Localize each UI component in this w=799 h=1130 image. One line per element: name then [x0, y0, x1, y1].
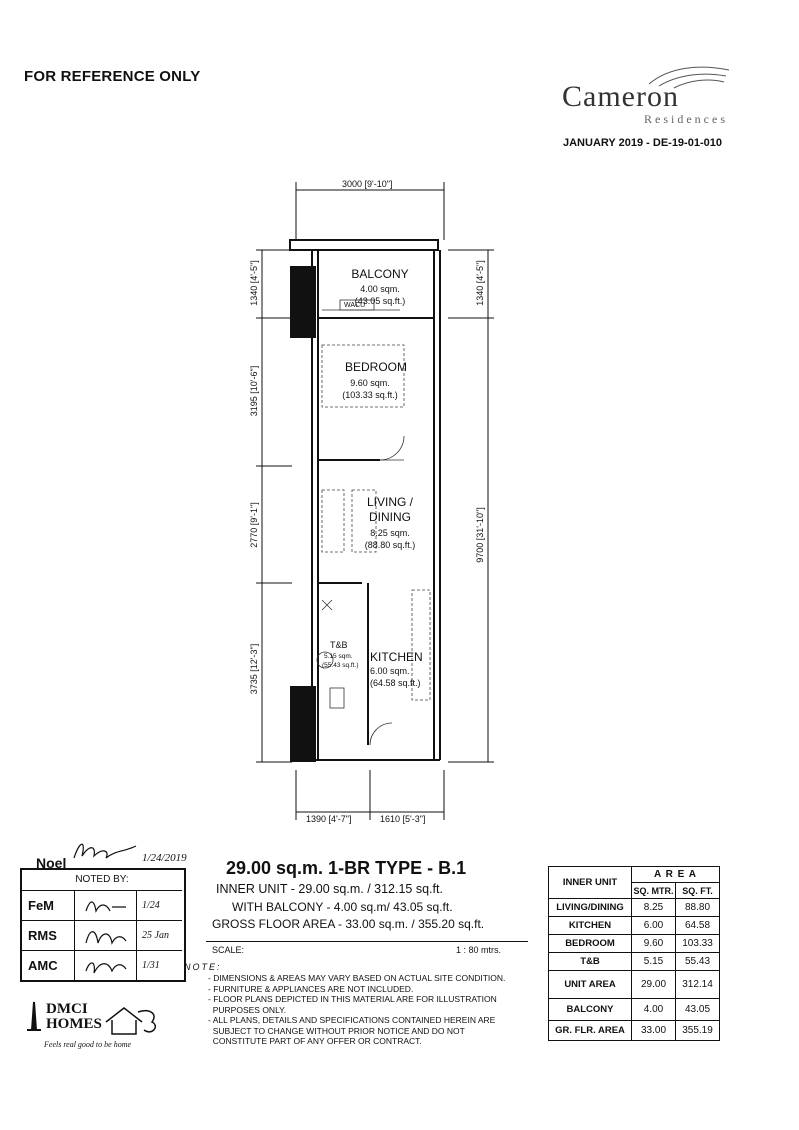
living-label-1: LIVING / [366, 495, 413, 509]
note-item: - ALL PLANS, DETAILS AND SPECIFICATIONS CONTAINED HEREIN ARE [208, 1015, 496, 1025]
row-label: LIVING/DINING [549, 899, 632, 917]
table-row [549, 917, 720, 935]
gross-floor-line: GROSS FLOOR AREA - 33.00 sq.m. / 355.20 sq.ft. [212, 917, 485, 931]
table-row [549, 899, 720, 917]
row-sqm: 6.00 [632, 917, 676, 935]
table-row [549, 953, 720, 971]
row-label: T&B [549, 953, 632, 971]
row-sqm: 9.60 [632, 935, 676, 953]
table-col-sqm: SQ. MTR. [632, 883, 676, 899]
tb-sqm: 5.15 sqm. [324, 653, 353, 660]
dim-width-top: 3000 [9'-10"] [342, 179, 393, 189]
house-icon [102, 1002, 162, 1038]
reference-notice: FOR REFERENCE ONLY [24, 68, 201, 85]
table-header-area: A R E A [632, 867, 720, 883]
note-item: SUBJECT TO CHANGE WITHOUT PRIOR NOTICE AND DO NOT [208, 1025, 465, 1036]
row-sqft: 55.43 [676, 953, 720, 971]
scale-value: 1 : 80 mtrs. [456, 945, 502, 955]
balcony-label: BALCONY [351, 267, 409, 281]
dim-bottom-left: 1390 [4'-7"] [306, 814, 352, 824]
bedroom-sqft: (103.33 sq.ft.) [342, 390, 398, 400]
row-label: GR. FLR. AREA [549, 1021, 632, 1041]
signoff-row [22, 951, 182, 980]
row-sqm: 33.00 [632, 1021, 676, 1041]
row-sqft: 43.05 [676, 999, 720, 1021]
logo-subtitle: Residences [644, 112, 728, 126]
living-label-2: DINING [369, 510, 411, 524]
dmci-line1: DMCI [46, 1001, 88, 1017]
initials-icon [82, 925, 130, 947]
note-item: - FURNITURE & APPLIANCES ARE NOT INCLUDED. [208, 983, 414, 994]
table-row [549, 999, 720, 1021]
dim-bedroom-depth: 3195 [10'-6"] [249, 365, 259, 417]
signoff-name: Noel [36, 855, 67, 871]
kitchen-sqm: 6.00 sqm. [370, 666, 410, 676]
signoff-row-label: FeM [28, 898, 54, 913]
table-row [549, 935, 720, 953]
unit-title: 29.00 sq.m. 1-BR TYPE - B.1 [226, 858, 467, 878]
row-label: UNIT AREA [549, 971, 632, 999]
noted-by-label: NOTED BY: [22, 870, 182, 891]
signoff-row-value: 1/31 [142, 960, 160, 971]
row-sqft: 88.80 [676, 899, 720, 917]
note-item: - FLOOR PLANS DEPICTED IN THIS MATERIAL ARE FOR ILLUSTRATION [208, 994, 497, 1004]
initials-icon [82, 955, 130, 977]
row-sqm: 4.00 [632, 999, 676, 1021]
tb-sqft: (55.43 sq.ft.) [322, 662, 359, 669]
signoff-row [22, 921, 182, 951]
table-row [549, 971, 720, 999]
notes-list [208, 973, 538, 1047]
row-label: BEDROOM [549, 935, 632, 953]
inner-unit-line: INNER UNIT - 29.00 sq.m. / 312.15 sq.ft. [216, 882, 443, 896]
initials-icon [82, 895, 130, 917]
note-item: - DIMENSIONS & AREAS MAY VARY BASED ON ACTUAL SITE CONDITION. [208, 973, 506, 983]
document-reference: JANUARY 2019 - DE-19-01-010 [563, 137, 722, 149]
scale-label: SCALE: [212, 945, 245, 955]
row-sqm: 29.00 [632, 971, 676, 999]
note-item: PURPOSES ONLY. [208, 1004, 287, 1015]
kitchen-sqft: (64.58 sq.ft.) [370, 678, 421, 688]
signoff-row-label: AMC [28, 958, 58, 973]
wacu-label: WACU [344, 302, 366, 309]
signoff-row [22, 891, 182, 921]
note-title: NOTE: [184, 962, 222, 972]
dim-kitchen-depth: 3735 [12'-3"] [249, 643, 259, 695]
note-item: CONSTITUTE PART OF ANY OFFER OR CONTRACT. [208, 1036, 422, 1046]
signoff-row-value: 1/24 [142, 900, 160, 911]
bedroom-label: BEDROOM [344, 360, 407, 374]
signoff-row-value: 25 Jan [142, 930, 169, 941]
balcony-sqft: (43.05 sq.ft.) [354, 296, 406, 306]
row-label: KITCHEN [549, 917, 632, 935]
with-balcony-line: WITH BALCONY - 4.00 sq.m/ 43.05 sq.ft. [232, 900, 453, 914]
row-sqft: 355.19 [676, 1021, 720, 1041]
row-sqft: 312.14 [676, 971, 720, 999]
dim-living-depth: 2770 [9'-1"] [249, 502, 259, 548]
logo-wordmark: Cameron [562, 80, 679, 113]
table-col-sqft: SQ. FT. [676, 883, 720, 899]
noted-by-box [20, 868, 186, 982]
row-sqft: 103.33 [676, 935, 720, 953]
row-label: BALCONY [549, 999, 632, 1021]
area-table [548, 866, 720, 1041]
dim-bottom-right: 1610 [5'-3"] [380, 814, 426, 824]
dmci-line2: HOMES [46, 1016, 102, 1032]
signoff-date: 1/24/2019 [142, 852, 187, 864]
tb-label: T&B [330, 640, 348, 650]
living-sqm: 8.25 sqm. [370, 528, 410, 538]
scale-divider [206, 941, 528, 942]
signature-icon [70, 838, 140, 866]
row-sqm: 8.25 [632, 899, 676, 917]
living-sqft: (88.80 sq.ft.) [364, 540, 416, 550]
row-sqft: 64.58 [676, 917, 720, 935]
signoff-row-label: RMS [28, 928, 57, 943]
dim-balcony-depth-right: 1340 [4'-5"] [475, 260, 485, 306]
bedroom-sqm: 9.60 sqm. [350, 378, 390, 388]
table-row [549, 1021, 720, 1041]
balcony-sqm: 4.00 sqm. [360, 284, 400, 294]
dim-balcony-depth: 1340 [4'-5"] [249, 260, 259, 306]
kitchen-label: KITCHEN [370, 650, 423, 664]
tagline: Feels real good to be home [44, 1040, 132, 1049]
row-sqm: 5.15 [632, 953, 676, 971]
table-header-inner-unit: INNER UNIT [549, 867, 632, 899]
tower-icon [22, 1000, 46, 1034]
dim-total-depth: 9700 [31'-10"] [475, 507, 485, 563]
